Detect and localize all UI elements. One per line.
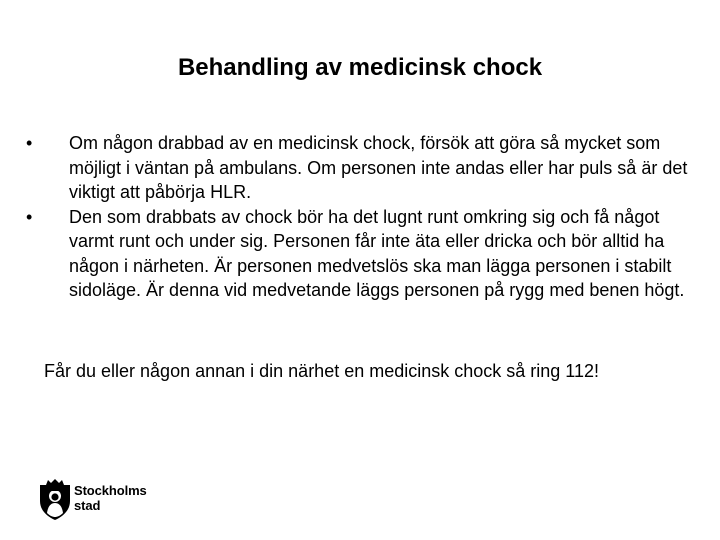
logo-text (74, 483, 147, 513)
stockholms-stad-logo (38, 479, 168, 521)
logo-line-2: stad (74, 498, 101, 513)
bullet-text: Om någon drabbad av en medicinsk chock, försök att göra så mycket som möjligt i väntan på ambulans. Om personen inte andas eller har puls så är det viktigt att påbörja HLR. (69, 133, 688, 202)
bullet-marker: • (26, 206, 33, 227)
logo-line-1: Stockholms (74, 483, 147, 498)
slide-title: Behandling av medicinsk chock (177, 54, 543, 81)
bullet-item (26, 205, 690, 303)
closing-text: Får du eller någon annan i din närhet en medicinsk chock så ring 112! (44, 361, 600, 381)
bullet-item (26, 131, 690, 205)
bullet-text: Den som drabbats av chock bör ha det lugnt runt omkring sig och få något varmt runt och under sig. Personen får inte äta eller dricka och bör alltid ha någon i närheten. Är personen medvetslös ska man lägga personen i stabilt sidoläge. Är denna vid medvetande läggs personen på rygg med benen högt. (69, 206, 685, 300)
bullet-marker: • (26, 133, 33, 153)
bullet-list (26, 131, 690, 303)
city-crest-icon (38, 479, 72, 521)
